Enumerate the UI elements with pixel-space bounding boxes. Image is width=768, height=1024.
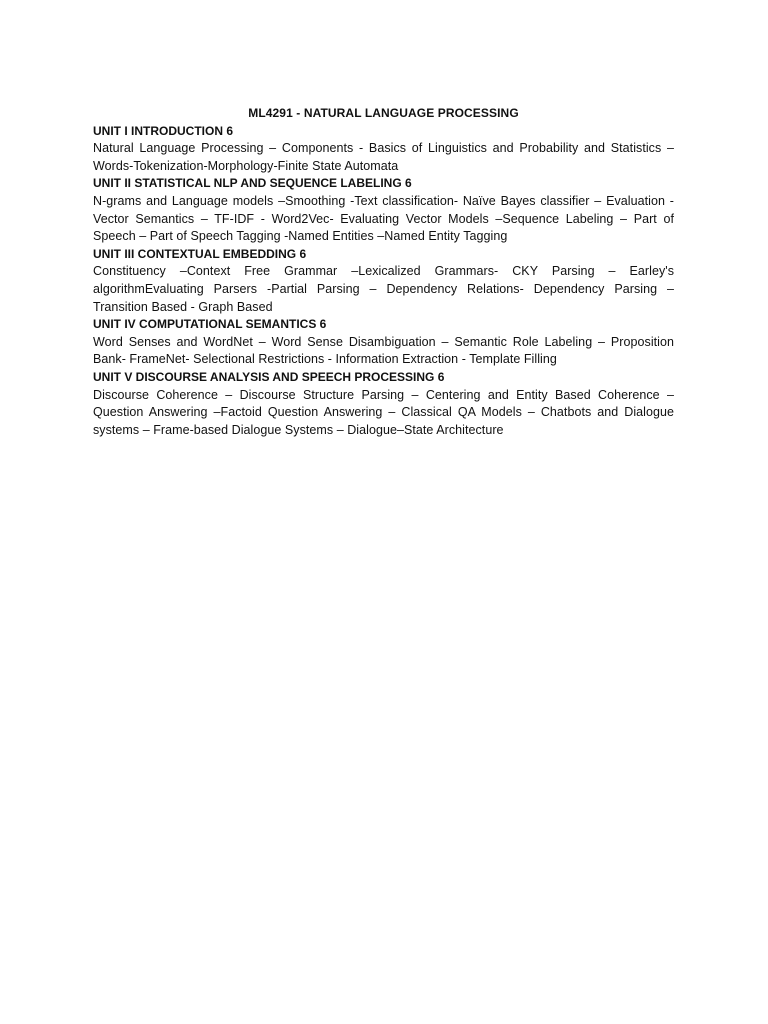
unit-body: Natural Language Processing – Components - Basics of Linguistics and Probability and Statistics – Words-Tokenization-Morphology-Finite State Automata	[93, 141, 674, 173]
unit-section-1	[93, 123, 674, 176]
unit-body: N-grams and Language models –Smoothing -Text classification- Naïve Bayes classifier – Evaluation - Vector Semantics – TF-IDF - Word2Vec- Evaluating Vector Models –Sequence Labeling – Part of Speech – Part of Speech Tagging -Named Entities –Named Entity Tagging	[93, 193, 674, 244]
unit-section-3	[93, 246, 674, 316]
unit-section-5	[93, 369, 674, 439]
unit-heading: UNIT I INTRODUCTION 6	[93, 123, 233, 138]
unit-section-2	[93, 175, 674, 245]
unit-body: Constituency –Context Free Grammar –Lexicalized Grammars- CKY Parsing – Earley's algorithmEvaluating Parsers -Partial Parsing – Dependency Relations- Dependency Parsing – Transition Based - Graph Based	[93, 264, 674, 314]
unit-body: Word Senses and WordNet – Word Sense Disambiguation – Semantic Role Labeling – Proposition Bank- FrameNet- Selectional Restrictions - Information Extraction - Template Filling	[93, 334, 674, 367]
unit-body: Discourse Coherence – Discourse Structure Parsing – Centering and Entity Based Coherence – Question Answering –Factoid Question Answering – Classical QA Models – Chatbots and Dialogue systems – Frame-based Dialogue Systems – Dialogue–State Architecture	[93, 387, 674, 437]
document-title: ML4291 - NATURAL LANGUAGE PROCESSING	[248, 106, 519, 120]
unit-heading: UNIT II STATISTICAL NLP AND SEQUENCE LABELING 6	[93, 176, 412, 191]
document-page	[93, 105, 674, 439]
unit-heading: UNIT IV COMPUTATIONAL SEMANTICS 6	[93, 317, 327, 332]
unit-section-4	[93, 316, 674, 369]
unit-heading: UNIT V DISCOURSE ANALYSIS AND SPEECH PROCESSING 6	[93, 369, 445, 384]
unit-heading: UNIT III CONTEXTUAL EMBEDDING 6	[93, 246, 307, 261]
